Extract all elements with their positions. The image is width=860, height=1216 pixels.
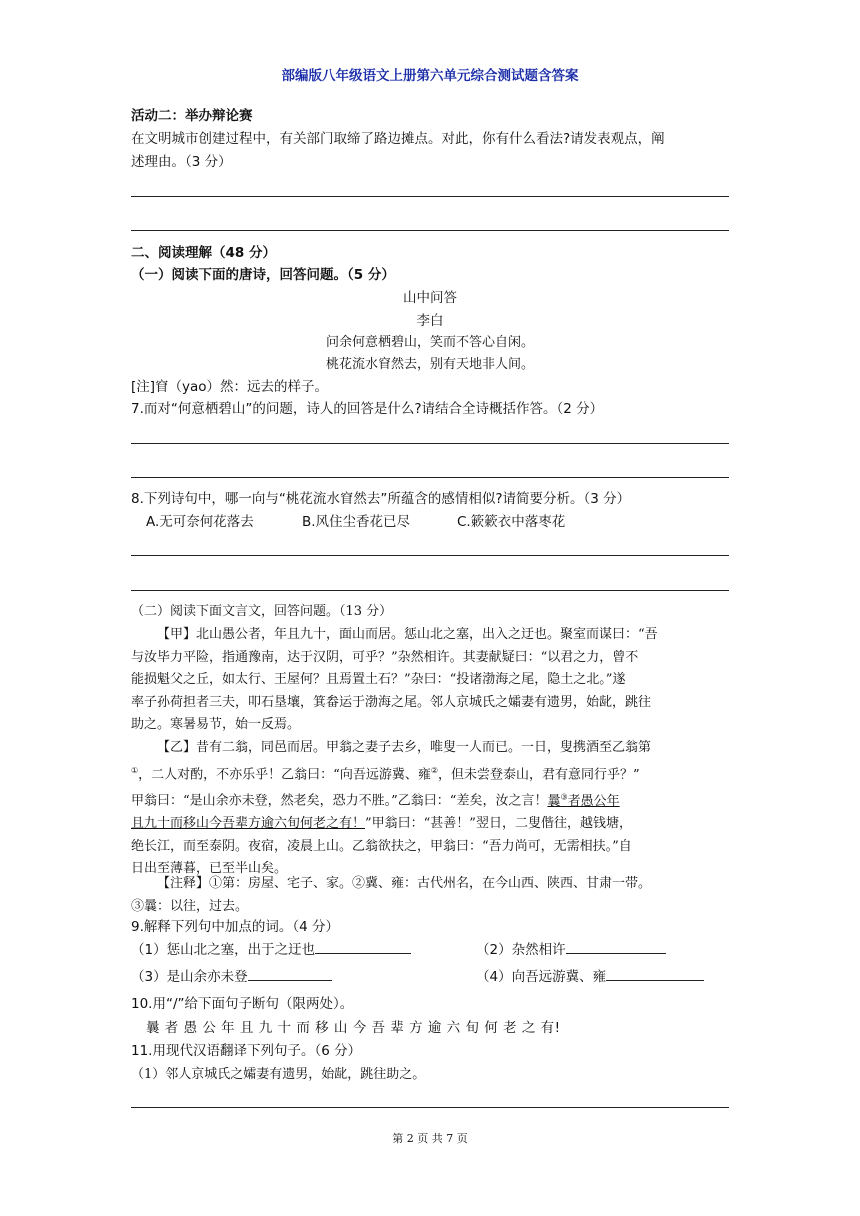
activity-prompt-line2: 述理由。（3 分）: [131, 154, 232, 170]
answer-line[interactable]: [131, 590, 729, 591]
footnote-marker: ①: [131, 765, 139, 775]
question-10: 10.用“/”给下面句子断句（限两处）。: [131, 996, 354, 1012]
passage-jia-line: 与汝毕力平险，指通豫南，达于汉阴，可乎？”杂然相许。其妻献疑曰：“以君之力，曾不: [131, 649, 639, 665]
q10-sentence: 曩 者 愚 公 年 且 九 十 而 移 山 今 吾 辈 方 逾 六 旬 何 老 之 有!: [146, 1020, 561, 1036]
poem-title: 山中问答: [403, 290, 457, 306]
poem-line-2: 桃花流水窅然去，别有天地非人间。: [325, 357, 534, 372]
question-8: 8.下列诗句中，哪一向与“桃花流水窅然去”所蕴含的感情相似?请简要分析。（3 分）: [131, 491, 631, 507]
passage-jia-line: 助之。寒暑易节，始一反焉。: [131, 717, 301, 732]
passage-jia-line: 率子孙荷担者三夫，叩石垦壤，箕畚运于渤海之尾。邻人京城氏之孀妻有遗男，始龀，跳往: [131, 694, 652, 710]
page-footer: 第 2 页 共 7 页: [392, 1132, 468, 1145]
q8-option-c: C.簌簌衣中落枣花: [457, 514, 566, 530]
answer-line[interactable]: [131, 477, 729, 478]
question-11: 11.用现代汉语翻译下列句子。（6 分）: [131, 1043, 362, 1059]
q9-blank-3[interactable]: [248, 966, 332, 981]
passage-yi-line: 日出至薄暮，已至半山矣。: [131, 861, 288, 877]
activity-title: 活动二：举办辩论赛: [131, 108, 253, 124]
answer-line[interactable]: [131, 555, 729, 556]
note-line: ③曩：以往，过去。: [131, 898, 249, 914]
underlined-sentence: 且九十而移山今吾辈方逾六旬何老之有！: [131, 816, 366, 832]
q9-item-1: （1）惩山北之塞，出于之迂也: [131, 939, 411, 962]
poem-author: 李白: [416, 313, 444, 329]
passage-jia-line: 【甲】北山愚公者，年且九十，面山而居。惩山北之塞，出入之迂也。聚室而谋曰：“吾: [157, 627, 658, 642]
part1-title: （一）阅读下面的唐诗，回答问题。（5 分）: [131, 267, 395, 283]
passage-jia-line: 能损魁父之丘，如太行、王屋何？且焉置土石？”杂曰：“投诸渤海之尾，隐土之北。”遂: [131, 672, 626, 687]
q9-blank-4[interactable]: [606, 966, 704, 981]
q8-option-a: A.无可奈何花落去: [146, 514, 254, 530]
answer-line[interactable]: [131, 196, 729, 197]
passage-yi-line: 绝长江，而至泰阴。夜宿，凌晨上山。乙翁欲扶之，甲翁曰：“吾力尚可，无需相扶。”自: [131, 838, 632, 854]
passage-yi-line: 【乙】昔有二翁，同邑而居。甲翁之妻子去乡，唯叟一人而已。一日，叟携酒至乙翁第: [157, 740, 652, 755]
activity-prompt-line1: 在文明城市创建过程中，有关部门取缔了路边摊点。对此，你有什么看法?请发表观点，阐: [131, 131, 665, 147]
question-7: 7.而对“何意栖碧山”的问题，诗人的回答是什么?请结合全诗概括作答。（2 分）: [131, 401, 604, 417]
q9-item-4: （4）向吾远游冀、雍: [476, 966, 704, 989]
answer-line[interactable]: [131, 443, 729, 444]
poem-note: [注]窅（yao）然：远去的样子。: [131, 379, 329, 395]
section-title: 二、阅读理解（48 分）: [131, 245, 276, 261]
passage-jia: [131, 624, 729, 737]
poem-line-1: 问余何意栖碧山，笑而不答心自闲。: [325, 335, 534, 350]
answer-line[interactable]: [131, 230, 729, 231]
passage-notes: [131, 873, 729, 918]
underlined-sentence: 曩③者愚公年: [547, 792, 620, 809]
document-header: 部编版八年级语文上册第六单元综合测试题含答案: [281, 68, 579, 84]
part2-title: （二）阅读下面文言文，回答问题。（13 分）: [131, 604, 393, 619]
passage-yi-line: 且九十而移山今吾辈方逾六旬何老之有！”甲翁曰：“甚善！”翌日，二叟偕往，越钱塘，: [131, 816, 632, 832]
answer-line[interactable]: [131, 1107, 729, 1108]
footnote-marker: ③: [560, 792, 568, 802]
q9-item-2: （2）杂然相许: [476, 939, 666, 962]
question-9: 9.解释下列句中加点的词。（4 分）: [131, 919, 340, 935]
q8-option-b: B.风住尘香花已尽: [302, 514, 411, 530]
passage-yi-line: ①，二人对酌，不亦乐乎！乙翁曰：“向吾远游冀、雍②，但未尝登泰山，君有意同行乎？”: [131, 765, 640, 782]
q11-item-1: （1）邻人京城氏之孀妻有遗男，始龀，跳往助之。: [131, 1067, 426, 1082]
note-line: 【注释】①第：房屋、宅子、家。②冀、雍：古代州名，在今山西、陕西、甘肃一带。: [157, 876, 652, 891]
footnote-marker: ②: [430, 765, 438, 775]
q9-blank-2[interactable]: [566, 939, 666, 954]
q9-blank-1[interactable]: [315, 939, 411, 954]
passage-yi-line: 甲翁曰：“是山余亦未登，然老矣，恐力不胜。”乙翁曰：“差矣，汝之言！曩③者愚公年: [131, 792, 620, 809]
q9-item-3: （3）是山余亦未登: [131, 966, 332, 989]
passage-yi: [131, 737, 729, 881]
